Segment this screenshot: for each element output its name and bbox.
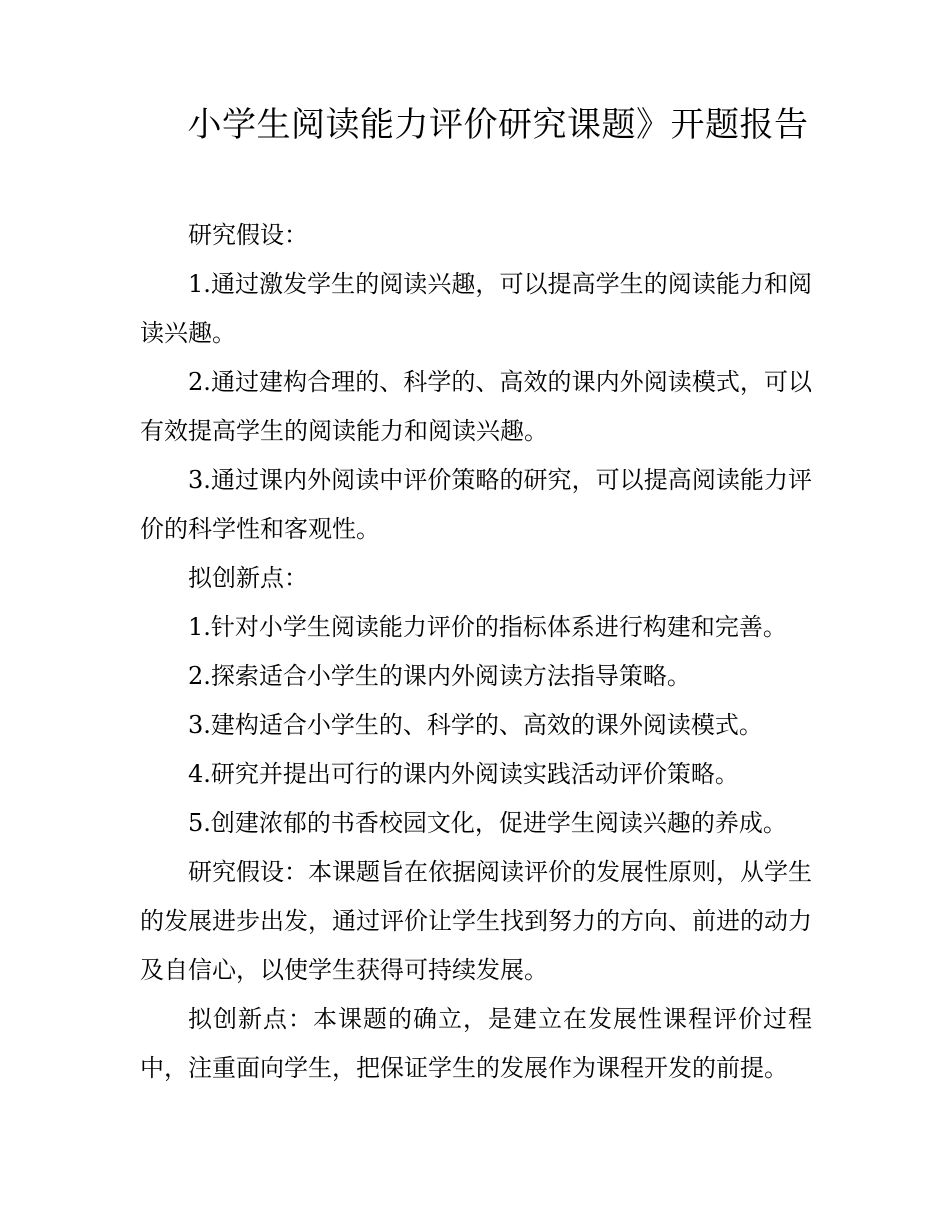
document-title: 小学生阅读能力评价研究课题》开题报告 [187,105,809,145]
paragraph-heading-hypothesis: 研究假设： [188,221,308,249]
paragraph-innovation-4: 4.研究并提出可行的课内外阅读实践活动评价策略。 [188,760,739,788]
paragraph-innovation-1: 1.针对小学生阅读能力评价的指标体系进行构建和完善。 [188,613,787,641]
paragraph-innovation-3: 3.建构适合小学生的、科学的、高效的课外阅读模式。 [188,711,763,739]
paragraph-heading-innovation: 拟创新点： [188,564,308,592]
paragraph-innovation-2: 2.探索适合小学生的课内外阅读方法指导策略。 [188,662,691,690]
paragraph-hypothesis-2: 2.通过建构合理的、科学的、高效的课内外阅读模式，可以有效提高学生的阅读能力和阅读兴趣。 [140,368,812,445]
paragraph-hypothesis-summary: 研究假设：本课题旨在依据阅读评价的发展性原则，从学生的发展进步出发，通过评价让学生找到努力的方向、前进的动力及自信心，以使学生获得可持续发展。 [140,858,812,984]
document-body [140,211,812,1093]
paragraph-innovation-summary: 拟创新点：本课题的确立，是建立在发展性课程评价过程中，注重面向学生，把保证学生的发展作为课程开发的前提。 [140,1005,812,1082]
paragraph-innovation-5: 5.创建浓郁的书香校园文化，促进学生阅读兴趣的养成。 [188,809,787,837]
paragraph-hypothesis-1: 1.通过激发学生的阅读兴趣，可以提高学生的阅读能力和阅读兴趣。 [140,270,812,347]
paragraph-hypothesis-3: 3.通过课内外阅读中评价策略的研究，可以提高阅读能力评价的科学性和客观性。 [140,466,812,543]
